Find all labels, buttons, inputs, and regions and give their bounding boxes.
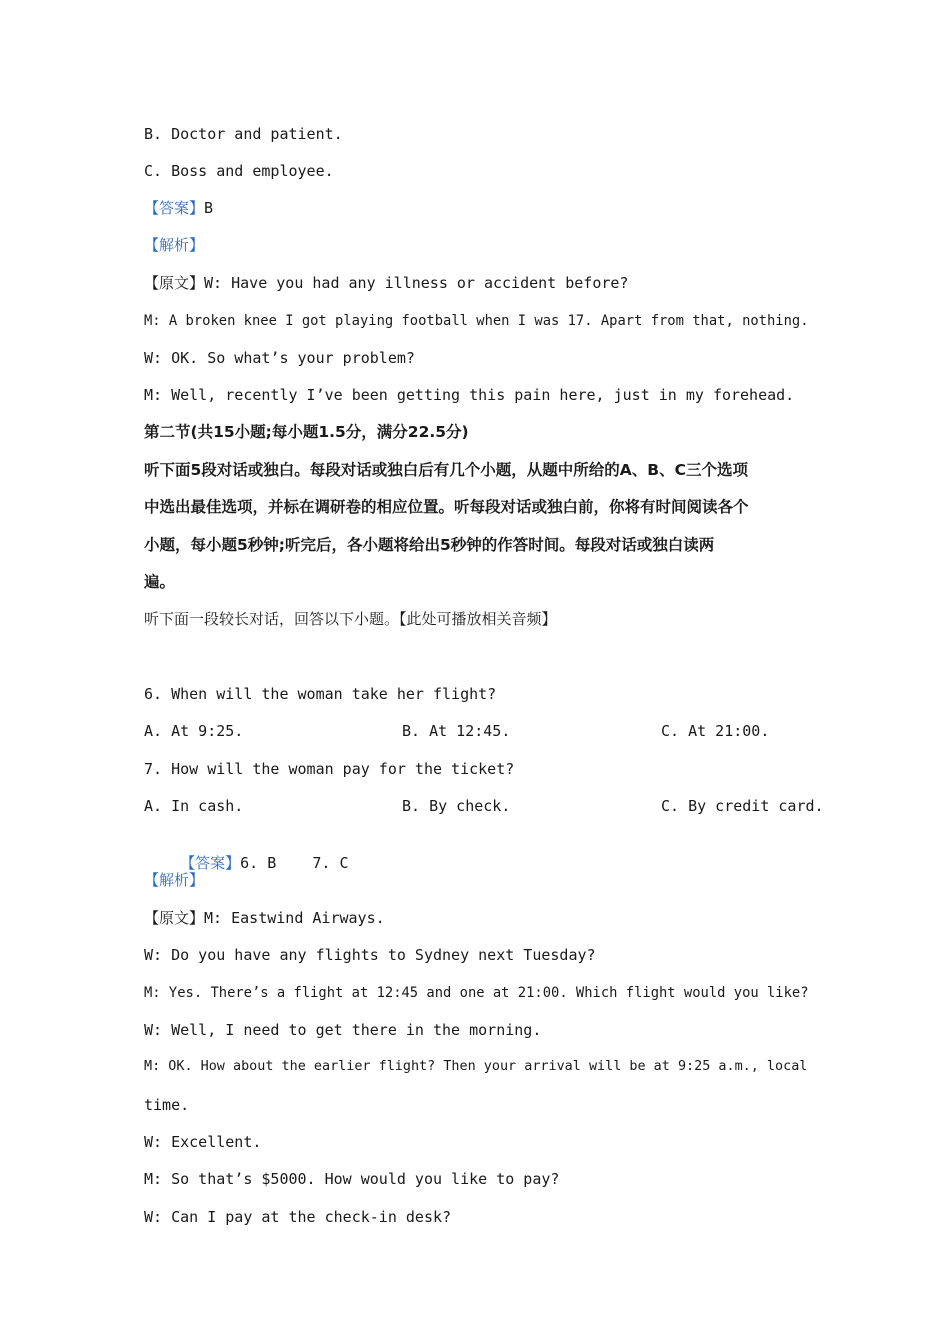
answer-value: 6. B 7. C — [240, 854, 349, 872]
transcript-text: M: Eastwind Airways. — [204, 909, 385, 927]
transcript-text: W: Have you had any illness or accident before? — [204, 274, 629, 292]
transcript-line: W: Well, I need to get there in the morning. — [144, 1021, 542, 1039]
option-c-7: C. By credit card. — [661, 797, 824, 815]
option-b-6: B. At 12:45. — [402, 722, 511, 740]
answer-tag: 【答案】 — [180, 854, 241, 872]
transcript-line: time. — [144, 1096, 190, 1114]
answer-line-q5 — [144, 198, 213, 218]
section-heading: 第二节(共15小题;每小题1.5分，满分22.5分) — [144, 423, 469, 441]
instruction-line: 中选出最佳选项，并标在调研卷的相应位置。听每段对话或独白前，你将有时间阅读各个 — [144, 498, 749, 516]
transcript-line: M: Yes. There’s a flight at 12:45 and one at 21:00. Which flight would you like? — [144, 985, 809, 1001]
option-a-6: A. At 9:25. — [144, 722, 244, 740]
option-c-prev: C. Boss and employee. — [144, 162, 334, 180]
transcript-line: M: OK. How about the earlier flight? Then your arrival will be at 9:25 a.m., local — [144, 1059, 808, 1074]
option-b-7: B. By check. — [402, 797, 511, 815]
transcript-line: W: OK. So what’s your problem? — [144, 349, 415, 367]
analysis-tag: 【解析】 — [144, 236, 205, 254]
question-stem-7: 7. How will the woman pay for the ticket? — [144, 760, 515, 778]
transcript-line: W: Do you have any flights to Sydney next Tuesday? — [144, 946, 596, 964]
transcript-line: W: Can I pay at the check-in desk? — [144, 1208, 452, 1226]
transcript-line: M: A broken knee I got playing football when I was 17. Apart from that, nothing. — [144, 313, 809, 329]
transcript-line — [144, 908, 385, 928]
transcript-line: W: Excellent. — [144, 1133, 262, 1151]
answer-tag: 【答案】 — [144, 199, 205, 217]
original-tag: 【原文】 — [144, 909, 205, 927]
analysis-tag: 【解析】 — [144, 871, 205, 889]
option-c-6: C. At 21:00. — [661, 722, 770, 740]
instruction-line: 遍。 — [144, 573, 176, 591]
transcript-line: M: Well, recently I’ve been getting this pain here, just in my forehead. — [144, 386, 795, 404]
option-b-prev: B. Doctor and patient. — [144, 125, 343, 143]
listen-prompt: 听下面一段较长对话，回答以下小题。【此处可播放相关音频】 — [144, 610, 557, 628]
option-a-7: A. In cash. — [144, 797, 244, 815]
instruction-line: 小题，每小题5秒钟;听完后，各小题将给出5秒钟的作答时间。每段对话或独白读两 — [144, 536, 715, 554]
original-tag: 【原文】 — [144, 274, 205, 292]
transcript-line: M: So that’s $5000. How would you like to pay? — [144, 1170, 560, 1188]
transcript-line — [144, 273, 628, 293]
instruction-line: 听下面5段对话或独白。每段对话或独白后有几个小题，从题中所给的A、B、C三个选项 — [144, 461, 748, 479]
answer-value: B — [204, 199, 214, 217]
question-stem-6: 6. When will the woman take her flight? — [144, 685, 497, 703]
